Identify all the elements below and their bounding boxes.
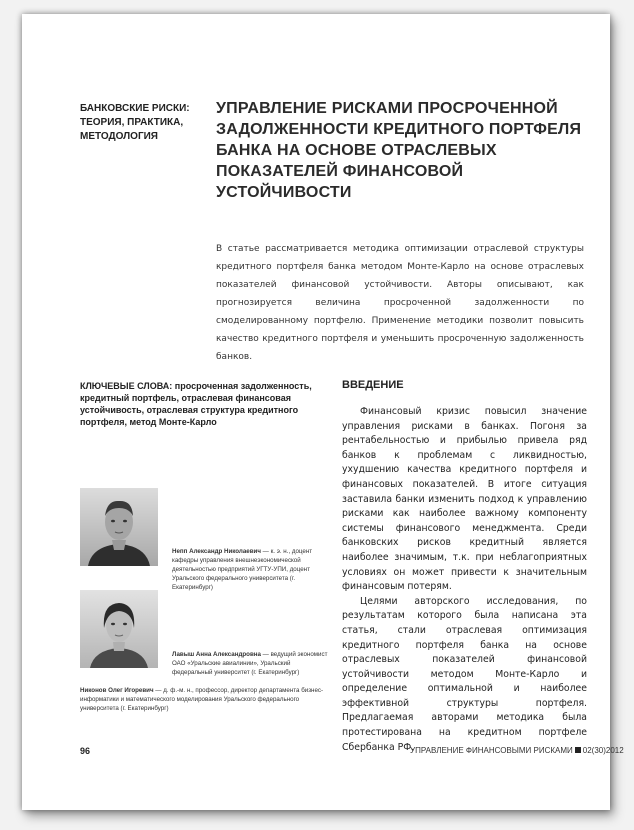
author-info: — к. э. н., доцент кафедры управления внешнеэкономической деятельностью предприятий УГТУ-УПИ, доцент Уральского федерального университета (г. Екатеринбург) [172, 548, 313, 591]
article-title: УПРАВЛЕНИЕ РИСКАМИ ПРОСРОЧЕННОЙ ЗАДОЛЖЕННОСТИ КРЕДИТНОГО ПОРТФЕЛЯ БАНКА НА ОСНОВЕ ОТРАСЛЕВЫХ ПОКАЗАТЕЛЕЙ ФИНАНСОВОЙ УСТОЙЧИВОСТИ [216, 100, 582, 201]
author-name: Никонов Олег Игоревич [80, 687, 154, 694]
author-note [172, 547, 332, 592]
author-name: Непп Александр Николаевич [172, 548, 261, 555]
paragraph: Целями авторского исследования, по результатам которого была написана эта статья, стали отраслевая оптимизация кредитного портфеля банка на основе отраслевых показателей финансовой устойчивости методом Монте-Карло и определение оптимальной и наиболее эффективной структуры портфеля. Предлагаемая авторами методика была протестирована на кредитном портфеле Сбербанка РФ. [342, 595, 587, 753]
author-photo-female [80, 590, 158, 668]
author-name: Лавыш Анна Александровна [172, 651, 261, 658]
article-abstract: В статье рассматривается методика оптимизации отраслевой структуры кредитного портфеля банка методом Монте-Карло на основе отраслевых показателей финансовой устойчивости. Авторы описывают, как прогнозируется величина просроченной задолженности по смоделированному портфелю. Применение методики позволит повысить качество кредитного портфеля и уменьшить просроченную задолженность банков. [216, 244, 584, 362]
keywords-block [80, 380, 320, 428]
square-bullet-icon [575, 747, 581, 753]
section-heading-introduction: ВВЕДЕНИЕ [342, 379, 404, 391]
journal-issue: 02(30)2012 [582, 746, 624, 755]
section-rubric: БАНКОВСКИЕ РИСКИ: ТЕОРИЯ, ПРАКТИКА, МЕТОДОЛОГИЯ [80, 103, 190, 142]
author-note [172, 650, 332, 677]
author-info: — ведущий экономист ОАО «Уральские авиалинии», Уральский федеральный университет (г. Екатеринбург) [172, 651, 328, 676]
journal-footer [410, 746, 624, 755]
journal-page [22, 14, 624, 810]
journal-name: УПРАВЛЕНИЕ ФИНАНСОВЫМИ РИСКАМИ [410, 746, 573, 755]
author-photo-male [80, 488, 158, 566]
paragraph: Финансовый кризис повысил значение управления рисками в банках. Погоня за рентабельностью и прибылью привела ряд банков к проблемам с ликвидностью, ухудшению качества кредитного портфеля и финансовых показателей. В итоге ситуация заставила банки изменить подход к управлению рисками как наиболее важному компоненту системы финансового менеджмента. Среди банковских рисков кредитный является наиболее значимым, т.к. при неблагоприятных условиях он может привести к значительным финансовым потерям. [342, 406, 587, 593]
keywords-text: просроченная задолженность, кредитный портфель, отраслевая финансовая устойчивость, отраслевая структура кредитного портфеля, метод Монте-Карло [80, 381, 312, 427]
author-note [80, 686, 330, 713]
keywords-label: КЛЮЧЕВЫЕ СЛОВА: [80, 381, 173, 391]
author-info: — д. ф.-м. н., профессор, директор департамента бизнес-информатики и математического моделирования Уральского федерального университета (г. Екатеринбург) [80, 687, 324, 712]
page-number: 96 [80, 746, 91, 756]
article-body [342, 405, 587, 755]
